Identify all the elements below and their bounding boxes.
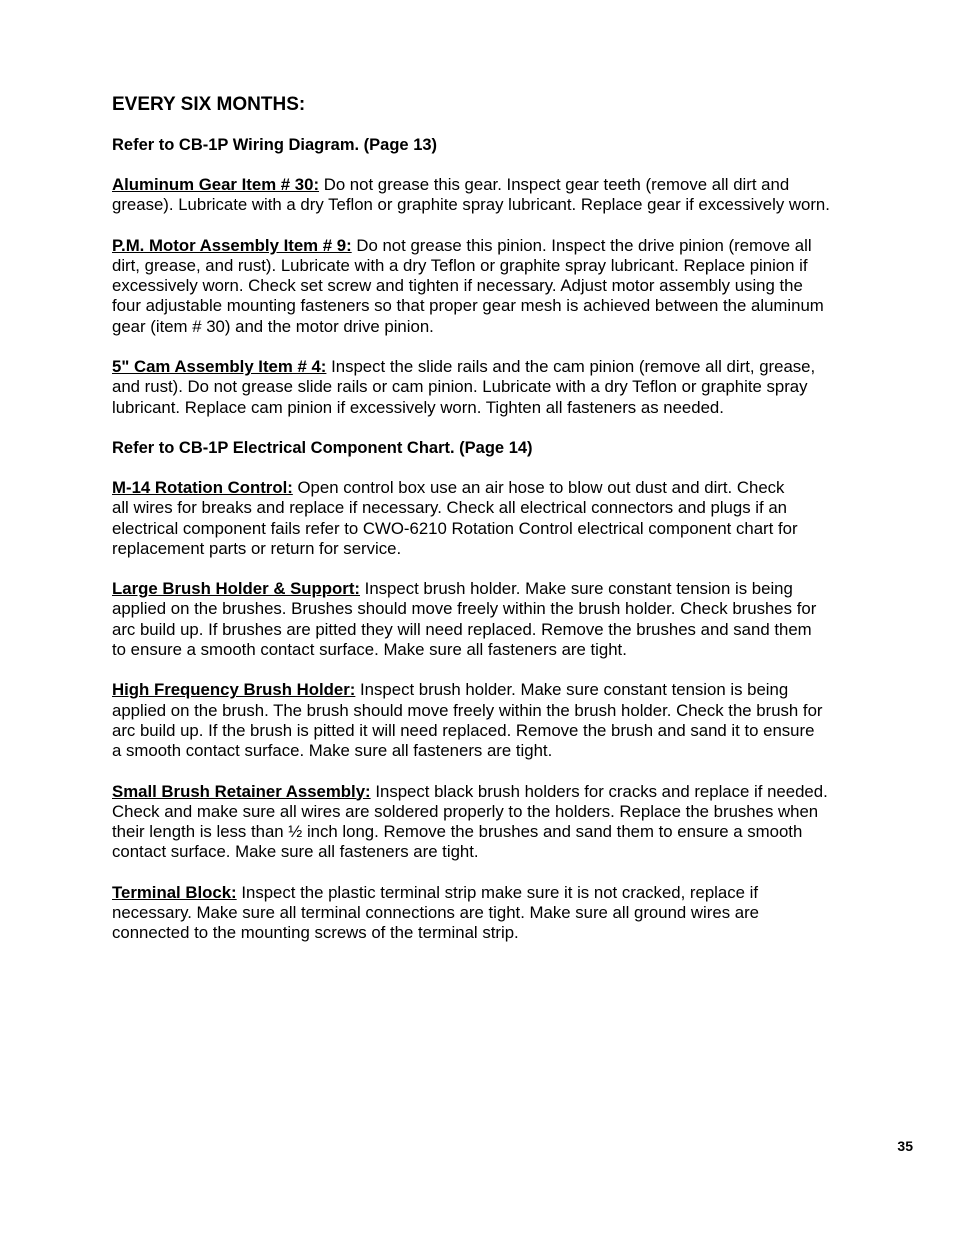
page-number: 35	[897, 1138, 913, 1154]
maintenance-item-high-frequency-brush-holder	[112, 680, 924, 761]
item-label: Terminal Block:	[112, 882, 237, 902]
item-label: 5" Cam Assembly Item # 4:	[112, 357, 327, 377]
item-text: Do not grease this gear. Inspect gear teeth (remove all dirt and grease). Lubricate with a dry Teflon or graphite spray lubricant. Replace gear if excessively worn.	[112, 175, 830, 215]
maintenance-item-rotation-control	[112, 478, 924, 559]
maintenance-item-terminal-block	[112, 883, 924, 944]
item-text: Inspect the plastic terminal strip make sure it is not cracked, replace if necessary. Make sure all terminal connections are tight. Make sure all ground wires are connected to the mounting screws of the terminal strip.	[112, 882, 759, 943]
maintenance-item-large-brush-holder	[112, 579, 924, 660]
maintenance-item-cam-assembly	[112, 357, 924, 418]
wiring-diagram-reference: Refer to CB-1P Wiring Diagram. (Page 13)	[112, 136, 438, 154]
item-text: Do not grease this pinion. Inspect the drive pinion (remove all dirt, grease, and rust). Lubricate with a dry Teflon or graphite spray lubricant. Replace pinion if excessively worn. Check set screw and tighten if necessary. Adjust motor assembly using the four adjustable mounting fasteners so that proper gear mesh is achieved between the aluminum gear (item # 30) and the motor drive pinion.	[112, 235, 824, 336]
item-label: P.M. Motor Assembly Item # 9:	[112, 235, 352, 255]
maintenance-item-small-brush-retainer	[112, 782, 924, 863]
document-page	[112, 93, 924, 964]
section-heading: EVERY SIX MONTHS:	[112, 94, 306, 115]
item-text: Inspect the slide rails and the cam pinion (remove all dirt, grease, and rust). Do not grease slide rails or cam pinion. Lubricate with a dry Teflon or graphite spray lubricant. Replace cam pinion if excessively worn. Tighten all fasteners as needed.	[112, 357, 816, 417]
maintenance-item-aluminum-gear	[112, 175, 924, 216]
item-label: High Frequency Brush Holder:	[112, 680, 356, 700]
item-label: M-14 Rotation Control:	[112, 477, 293, 497]
maintenance-item-motor-assembly	[112, 236, 924, 337]
item-label: Small Brush Retainer Assembly:	[112, 781, 371, 801]
item-text: Open control box use an air hose to blow out dust and dirt. Check all wires for breaks and replace if necessary. Check all electrical connectors and plugs if an electrical component fails refer to CWO-6210 Rotation Control electrical component chart for replacement parts or return for service.	[112, 477, 798, 558]
item-text: Inspect black brush holders for cracks and replace if needed. Check and make sure all wires are soldered properly to the holders. Replace the brushes when their length is less than ½ inch long. Remove the brushes and sand them to ensure a smooth contact surface. Make sure all fasteners are tight.	[112, 781, 828, 862]
electrical-chart-reference: Refer to CB-1P Electrical Component Chart. (Page 14)	[112, 438, 533, 457]
item-text: Inspect brush holder. Make sure constant tension is being applied on the brushes. Brushes should move freely within the brush holder. Check brushes for arc build up. If brushes are pitted they will need replaced. Remove the brushes and sand them to ensure a smooth contact surface. Make sure all fasteners are tight.	[112, 579, 817, 660]
item-label: Aluminum Gear Item # 30:	[112, 175, 320, 194]
item-label: Large Brush Holder & Support:	[112, 579, 360, 599]
item-text: Inspect brush holder. Make sure constant tension is being applied on the brush. The brush should move freely within the brush holder. Check the brush for arc build up. If the brush is pitted it will need replaced. Remove the brush and sand it to ensure a smooth contact surface. Make sure all fasteners are tight.	[112, 680, 823, 761]
